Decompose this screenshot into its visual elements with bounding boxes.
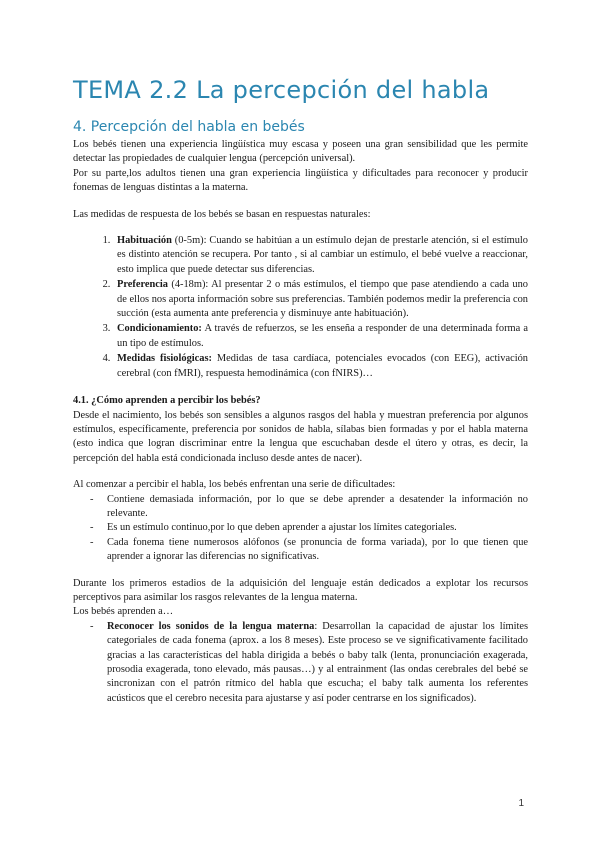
list-item [113,352,528,381]
document-body [73,138,528,706]
page-title: TEMA 2.2 La percepción del habla [73,76,490,104]
measures-list [73,234,528,381]
measure-text: A través de refuerzos, se les enseña a responder de una determinada forma a un tipo de estímulos. [117,323,528,349]
measure-text: Medidas de tasa cardíaca, potenciales evocados (con EEG), activación cerebral (con fMRI), respuesta hemodinámica (con fNIRS)… [117,353,528,379]
section-heading-text: 4.1. ¿Cómo aprenden a percibir los bebés? [73,395,261,407]
dash-bullet: - [90,536,94,548]
page-number: 1 [518,798,524,809]
learn-term: Reconocer los sonidos de la lengua materna [107,620,315,632]
list-item: - Cada fonema tiene numerosos alófonos (se pronuncia de forma variada), por lo que tienen que aprender a ignorar las diferencias no significativas. [90,536,528,563]
difficulties-intro: Al comenzar a percibir el habla, los bebés enfrentan una serie de dificultades: [73,479,396,491]
stages-paragraph: Durante los primeros estadios de la adquisición del lenguaje están dedicados a explotar los recursos perceptivos para asimilar los rasgos relevantes de la lengua materna. [73,577,528,603]
list-item [90,620,529,706]
difficulties-list [73,493,528,565]
measure-text: (4-18m): Al presentar 2 o más estímulos, el tiempo que pase atendiendo a cada uno de ellos nos aporta información sobre sus preferencias. También podemos medir la preferencia con succión (esta aumenta ante preferencia y disminuye ante habituación). [117,279,528,320]
section-paragraph: Desde el nacimiento, los bebés son sensibles a algunos rasgos del habla y muestran preferencia por algunos estímulos, específicamente, preferencia por sonidos de habla, sílabas bien formadas y por el habla materna (esto indica que logran discriminar entre la lengua que escuchaban desde el útero y otras, es decir, la percepción del habla está condicionada incluso desde antes de nacer). [73,409,528,464]
dash-bullet: - [90,493,94,505]
dash-bullet: - [90,620,94,632]
list-item [113,234,528,277]
learn-text: : Desarrollan la capacidad de ajustar los límites categoriales de cada fonema (aprox. a los 8 meses). Este proceso se ve significativamente facilitado gracias a las características del habla dirigida a bebés o baby talk (lenta, pronunciación exagerada, prosodia exagerada, tono elevado, más pausas…) y al entrainment (las ondas cerebrales del bebé se sincronizan con el patrón rítmico del habla que escucha; el baby talk aumenta los referentes acústicos que el cerebro necesita para ajustarse y así poder centrarse en los significados). [107,620,529,704]
list-item [113,278,528,321]
measure-term: Habituación [117,235,172,247]
learn-intro: Los bebés aprenden a… [73,606,174,618]
measures-intro: Las medidas de respuesta de los bebés se basan en respuestas naturales: [73,208,371,220]
intro-paragraph-2: Por su parte,los adultos tienen una gran experiencia lingüística y dificultades para reconocer y producir fonemas de lenguas distintas a la materna. [73,167,528,194]
learn-list [73,620,528,706]
section-heading [73,394,528,408]
measure-text: (0-5m): Cuando se habitúan a un estímulo dejan de prestarle atención, si el estímulo es distinto atención se recupera. Por tanto , si al cambiar un estímulo, el bebé vuelve a reaccionar, esto implica que puede detectar sus diferencias. [117,235,528,275]
intro-paragraph-1: Los bebés tienen una experiencia lingüística muy escasa y poseen una gran sensibilidad que les permite detectar las propiedades de cualquier lengua (percepción universal). [73,139,528,165]
measure-term: Preferencia [117,279,168,291]
list-item: - Contiene demasiada información, por lo que se debe aprender a desatender la información no relevante. [90,493,528,519]
dash-bullet: - [90,522,94,534]
measure-term: Condicionamiento: [117,323,202,335]
measure-term: Medidas fisiológicas: [117,353,212,365]
list-item [113,322,528,351]
section-subtitle: 4. Percepción del habla en bebés [73,119,305,135]
list-item: - Es un estímulo continuo,por lo que deben aprender a ajustar los límites categoriales. [107,521,528,535]
